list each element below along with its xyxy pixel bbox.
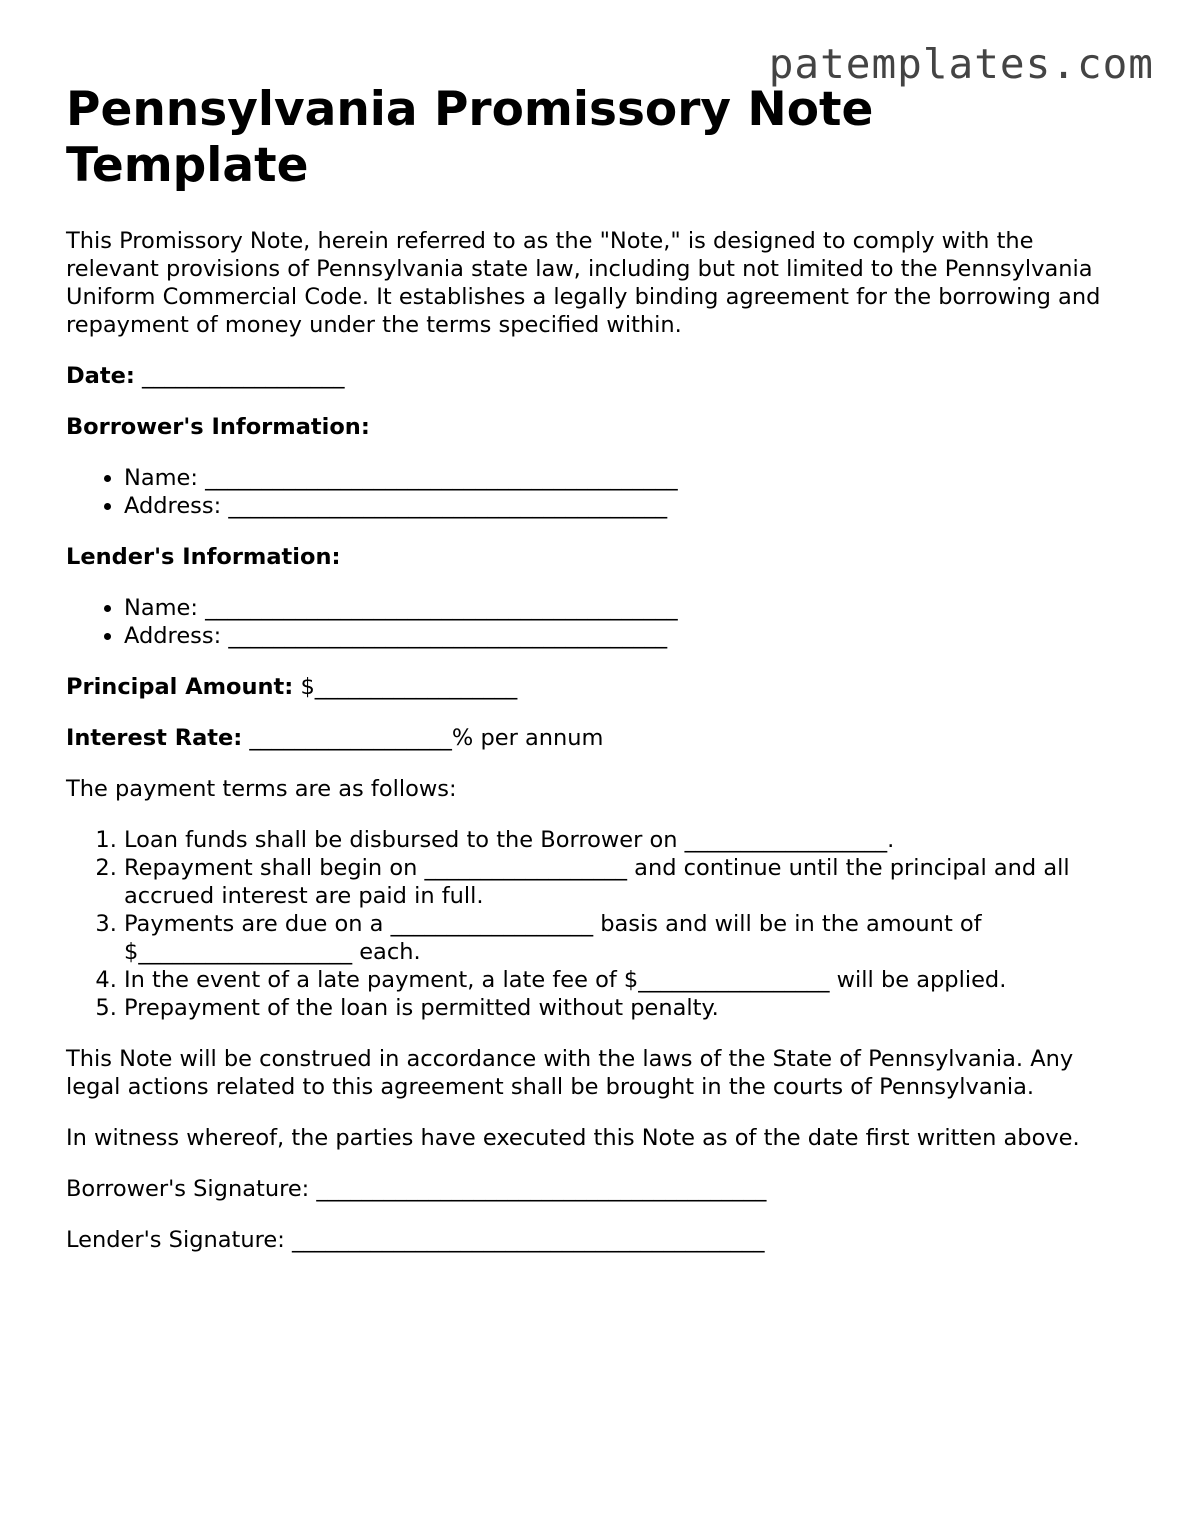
payment-term: 1. Loan funds shall be disbursed to the Borrower on __________________.: [124, 826, 1126, 854]
borrower-info-list: [66, 464, 1126, 520]
principal-line: [66, 673, 1126, 701]
document-page: [66, 82, 1126, 1277]
page-title: Pennsylvania Promissory Note Template: [66, 82, 874, 193]
payment-term: 5. Prepayment of the loan is permitted without penalty.: [124, 994, 1126, 1022]
lender-name: • Name: __________________________________________: [124, 594, 1126, 622]
principal-blank: $__________________: [293, 674, 518, 700]
interest-blank: __________________% per annum: [242, 725, 604, 751]
payment-term: 4. In the event of a late payment, a late fee of $_________________ will be applied.: [124, 966, 1126, 994]
principal-label: Principal Amount:: [66, 674, 294, 700]
interest-line: [66, 724, 1126, 752]
site-watermark: patemplates.com: [768, 40, 1154, 88]
borrower-name: • Name: __________________________________________: [124, 464, 1126, 492]
date-blank: __________________: [134, 363, 345, 389]
borrower-heading: Borrower's Information:: [66, 414, 370, 440]
governing-law-paragraph: This Note will be construed in accordance with the laws of the State of Pennsylvania. Any legal actions related to this agreement shall be brought in the courts of Pennsylvania.: [66, 1046, 1074, 1100]
interest-label: Interest Rate:: [66, 725, 243, 751]
intro-paragraph: This Promissory Note, herein referred to as the "Note," is designed to comply with the relevant provisions of Pennsylvania state law, including but not limited to the Pennsylvania Uniform Commercial Code. It establishes a legally binding agreement for the borrowing and repayment of money under the terms specified within.: [66, 228, 1101, 338]
date-label: Date:: [66, 363, 135, 389]
lender-address: • Address: _______________________________________: [124, 622, 1126, 650]
payment-term: 3. Payments are due on a __________________ basis and will be in the amount of $___________________ each.: [124, 910, 1126, 966]
lender-signature-line: Lender's Signature: __________________________________________: [66, 1227, 765, 1253]
borrower-signature-line: Borrower's Signature: ________________________________________: [66, 1176, 767, 1202]
payment-terms-intro: The payment terms are as follows:: [66, 776, 457, 802]
payment-terms-list: [66, 826, 1126, 1022]
witness-paragraph: In witness whereof, the parties have executed this Note as of the date first written above.: [66, 1125, 1080, 1151]
lender-heading: Lender's Information:: [66, 544, 341, 570]
lender-info-list: [66, 594, 1126, 650]
payment-term: 2. Repayment shall begin on __________________ and continue until the principal and all accrued interest are paid in full.: [124, 854, 1126, 910]
date-line: [66, 362, 1126, 390]
borrower-address: • Address: _______________________________________: [124, 492, 1126, 520]
